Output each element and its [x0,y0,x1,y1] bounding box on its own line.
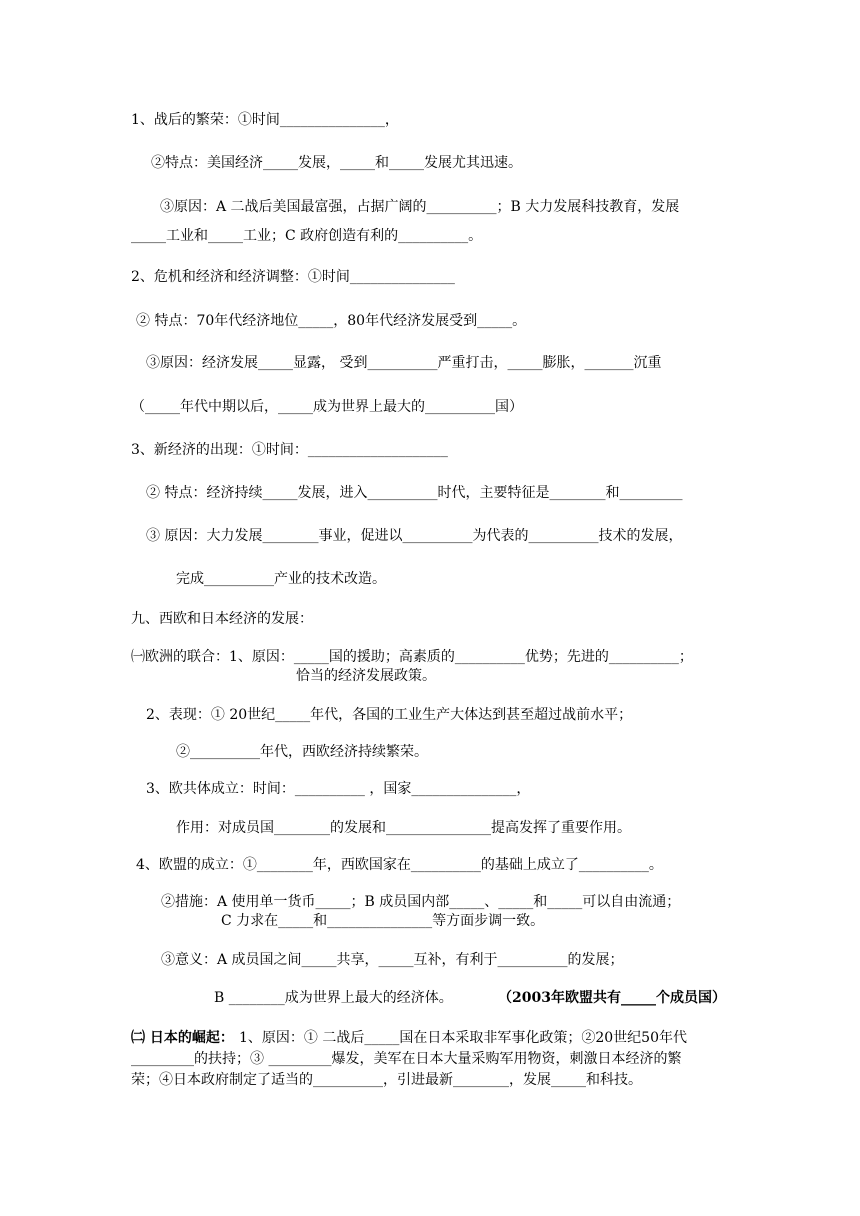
japan-rise-heading: ㈡ 日本的崛起： [131,1030,234,1046]
japan-causes: 1、原因：① 二战后_____国在日本采取非军事化政策；②20世纪50年代 [239,1030,687,1046]
section-3-time: 3、新经济的出现：①时间：____________________ [131,442,448,458]
europe-union-causes-cont: 恰当的经济发展政策。 [296,668,436,684]
ec-founding: 3、欧共体成立：时间：__________ ，国家_______________， [146,781,531,797]
japan-causes-cont-2: 荣；④日本政府制定了适当的__________，引进最新________，发展_____和科技。 [131,1072,642,1088]
europe-union-causes: ㈠欧洲的联合：1、原因：_____国的援助；高素质的__________优势；先进的__________； [131,649,693,665]
section-2-causes: ③原因：经济发展_____显露， 受到__________严重打击，_____膨胀，_______沉重 [146,355,662,371]
section-1-causes: ③原因：A 二战后美国最富强，占据广阔的__________；B 大力发展科技教育，发展 [160,199,680,215]
japan-causes-cont-1: _________的扶持；③ _________爆发，美军在日本大量采购军用物资，刺激日本经济的繁 [131,1051,682,1067]
eu-measures: ②措施：A 使用单一货币_____；B 成员国内部_____、_____和_____可以自由流通； [161,894,681,910]
europe-performance: 2、表现：① 20世纪_____年代，各国的工业生产大体达到甚至超过战前水平； [146,707,633,723]
eu-significance-cont: B ________成为世界上最大的经济体。 [214,990,453,1006]
section-2-note: （_____年代中期以后，_____成为世界上最大的__________国） [131,399,523,415]
chapter-9-heading: 九、西欧和日本经济的发展： [131,611,313,627]
eu-member-count-note: （2003年欧盟共有_____个成员国） [498,990,726,1006]
section-3-causes-cont: 完成__________产业的技术改造。 [176,571,386,587]
eu-founding: 4、欧盟的成立：①________年，西欧国家在__________的基础上成立了__________。 [136,857,663,873]
section-1-features: ②特点：美国经济_____发展，_____和_____发展尤其迅速。 [151,155,522,171]
section-2-features: ② 特点：70年代经济地位_____，80年代经济发展受到_____。 [136,313,527,329]
ec-role: 作用：对成员国________的发展和_______________提高发挥了重要作用。 [176,820,631,836]
eu-significance: ③意义：A 成员国之间_____共享，_____互补，有利于__________的发展； [161,952,624,968]
section-3-causes: ③ 原因：大力发展________事业，促进以__________为代表的__________技术的发展， [146,528,683,544]
section-2-time: 2、危机和经济和经济调整：①时间_______________ [131,269,455,285]
section-3-features: ② 特点：经济持续_____发展，进入__________时代，主要特征是________和_________ [146,485,683,501]
section-1-time: 1、战后的繁荣：①时间_______________， [131,112,399,128]
eu-measures-cont: C 力求在_____和_______________等方面步调一致。 [221,913,545,929]
section-1-causes-cont: _____工业和_____工业；C 政府创造有利的__________。 [131,228,483,244]
europe-performance-cont: ②__________年代，西欧经济持续繁荣。 [176,744,428,760]
